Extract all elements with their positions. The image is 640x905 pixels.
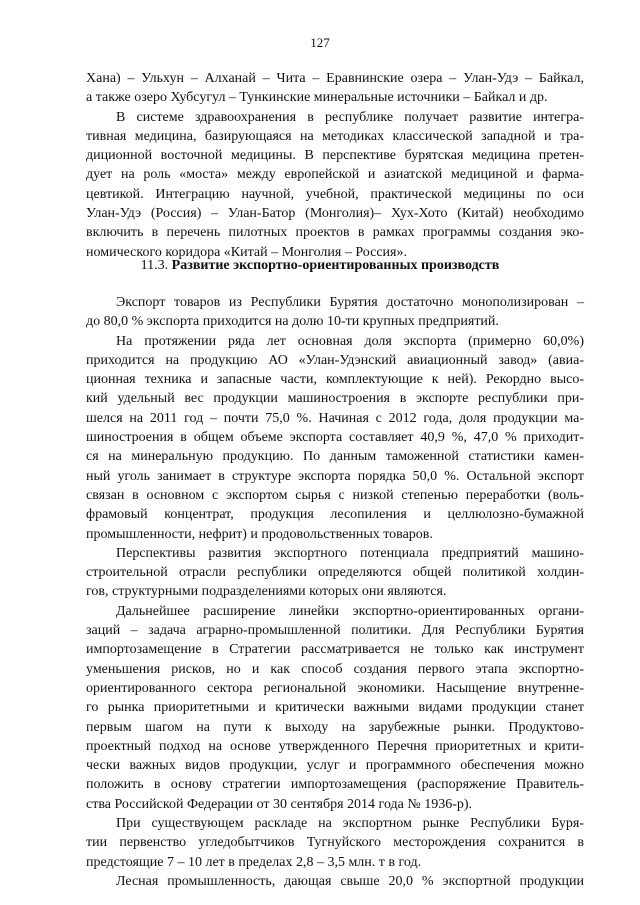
text-line: номического коридора «Китай – Монголия – Россия». <box>86 244 407 260</box>
section-title: Развитие экспортно-ориентированных производств <box>171 258 500 273</box>
text-line: фрамовый концентрат, продукция лесопиления и целлюлозно-бумажной <box>86 507 584 523</box>
text-line: шелся на 2011 год – почти 75,0 %. Начиная с 2012 года, доля продукции ма- <box>86 410 584 426</box>
text-line: кий удельный вес продукции машиностроения в экспорте республики при- <box>86 391 584 407</box>
text-line: до 80,0 % экспорта приходится на долю 10-ти крупных предприятий. <box>86 314 499 330</box>
text-line: цевтикой. Интеграцию научной, учебной, практической медицины по оси <box>86 186 584 202</box>
text-line: гов, структурными подразделениями которых они являются. <box>86 584 447 600</box>
text-line: Хана) – Ульхун – Алханай – Чита – Еравнинские озера – Улан-Удэ – Байкал, <box>86 71 584 86</box>
text-line: заций – задача аграрно-промышленной политики. Для Республики Бурятия <box>86 623 584 639</box>
text-line: строительной отрасли республики определяются общей политикой холдин- <box>86 565 584 581</box>
text-line: предстоящие 7 – 10 лет в пределах 2,8 – 3,5 млн. т в год. <box>86 854 422 870</box>
text-line: ционная техника и запасные части, комплектующие к ней). Рекордно высо- <box>86 372 584 388</box>
text-line: первым шагом на пути к выходу на зарубежные рынки. Продуктово- <box>86 719 584 735</box>
text-line: го рынка приоритетными и критически важными видами продукции станет <box>86 700 584 716</box>
text-line: включить в перечень пилотных проектов в рамках программы создания эко- <box>86 225 584 241</box>
text-line: В системе здравоохранения в республике получает развитие интегра- <box>116 109 584 125</box>
section-body <box>86 293 584 891</box>
text-line: При существующем раскладе на экспортном рынке Республики Буря- <box>116 816 584 832</box>
text-line: проектный подход на основе утвержденного Перечня приоритетных и крити- <box>86 738 584 754</box>
text-line: связан в основном с экспортом сырья с низкой степенью переработки (воль- <box>86 487 584 503</box>
text-line: приходится на продукцию АО «Улан-Удэнский авиационный завод» (авиа- <box>86 352 584 368</box>
text-line: Перспективы развития экспортного потенциала предприятий машино- <box>116 545 584 561</box>
text-line: Экспорт товаров из Республики Бурятия достаточно монополизирован – <box>116 295 584 310</box>
text-line: тивная медицина, базирующаяся на методиках классической западной и тра- <box>86 128 584 144</box>
text-line: ства Российской Федерации от 30 сентября 2014 года № 1936-р). <box>86 796 473 812</box>
text-line: шиностроения в общем объеме экспорта составляет 40,9 %, 47,0 % приходит- <box>86 430 584 446</box>
text-line: положить в основу стратегии импортозамещения (распоряжение Правитель- <box>86 777 584 793</box>
text-line: На протяжении ряда лет основная доля экспорта (примерно 60,0%) <box>116 333 584 349</box>
text-line: диционной восточной медицины. В перспективе бурятская медицина претен- <box>86 148 584 164</box>
text-line: импортозамещение в Стратегии рассматривается не только как инструмент <box>86 642 584 658</box>
intro-text-block <box>86 69 584 262</box>
text-line: промышленности, нефрит) и продовольственных товаров. <box>86 526 433 542</box>
text-line: ся на минеральную продукцию. По данным таможенной статистики камен- <box>86 449 584 465</box>
text-line: уменьшения рисков, но и как способ создания первого этапа экспортно- <box>86 661 584 677</box>
text-line: чески важных видов продукции, услуг и программного обеспечения можно <box>86 758 584 774</box>
text-line: Дальнейшее расширение линейки экспортно-ориентированных органи- <box>116 603 584 619</box>
section-number: 11.3. <box>140 258 169 273</box>
text-line: ориентированного сектора региональной экономики. Насыщение внутренне- <box>86 680 584 696</box>
text-line: а также озеро Хубсугул – Тункинские минеральные источники – Байкал и др. <box>86 90 548 106</box>
section-heading <box>0 258 640 274</box>
text-line: ный уголь занимает в структуре экспорта порядка 50,0 %. Остальной экспорт <box>86 468 584 484</box>
page-number: 127 <box>310 35 330 50</box>
text-line: Лесная промышленность, дающая свыше 20,0 % экспортной продукции <box>116 873 584 889</box>
text-line: Улан-Удэ (Россия) – Улан-Батор (Монголия)– Хух-Хото (Китай) необходимо <box>86 206 584 222</box>
text-line: дует на роль «моста» между европейской и азиатской медициной и фарма- <box>86 167 584 183</box>
text-line: тии первенство угледобытчиков Тугнуйского месторождения сохранится в <box>86 835 584 851</box>
